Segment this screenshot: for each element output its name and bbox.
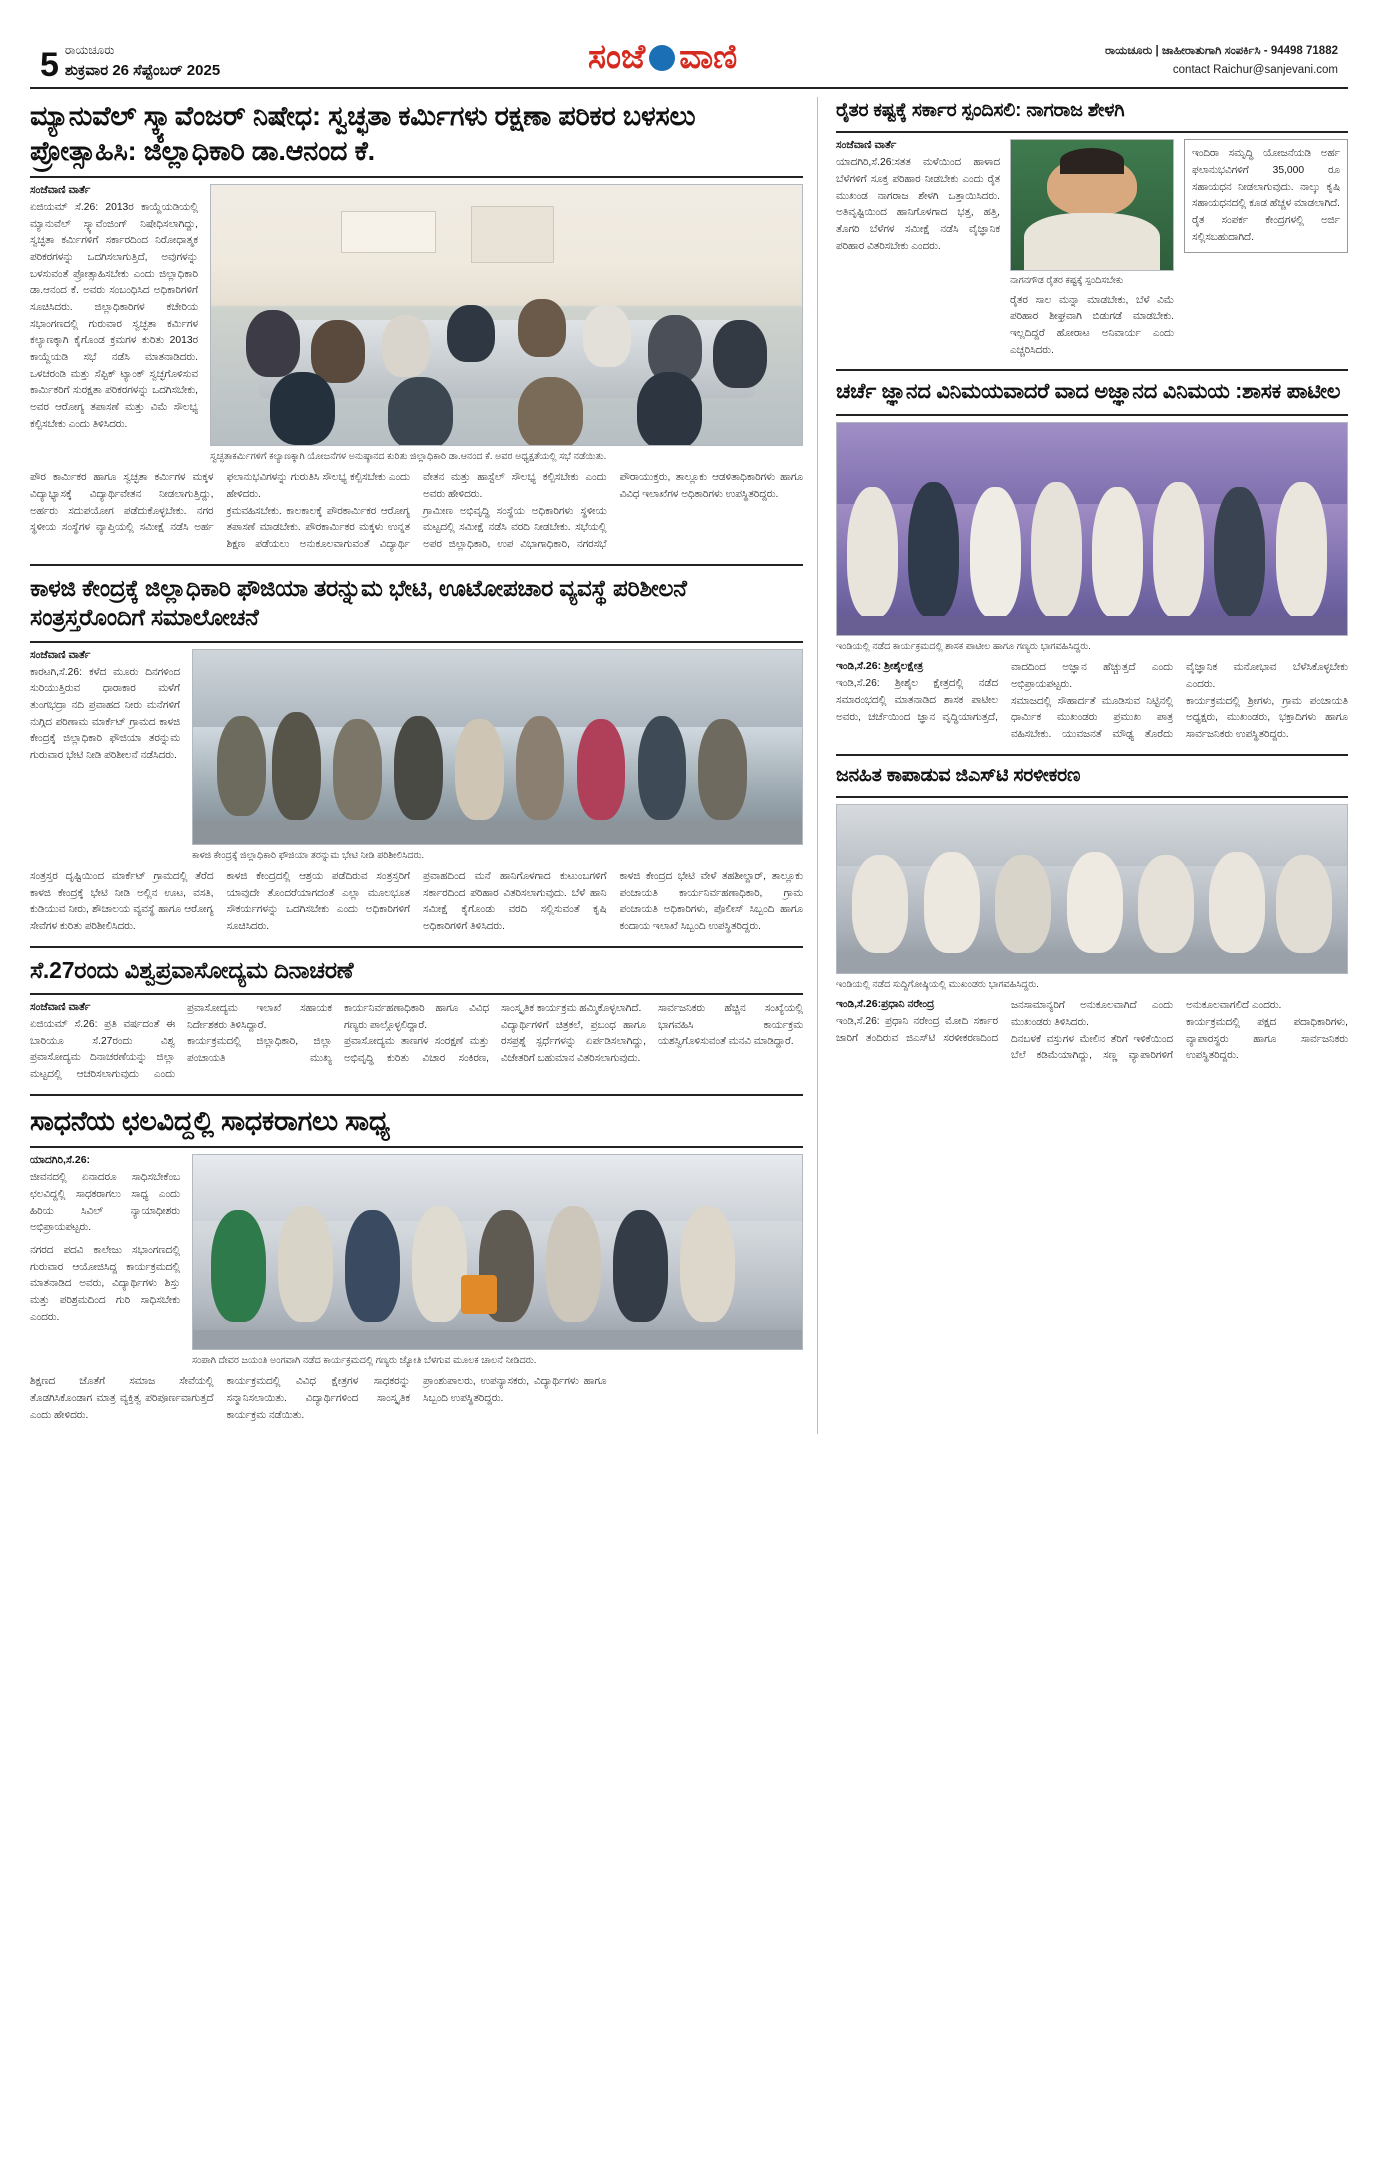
masthead-left: [40, 43, 221, 84]
body-col-1: ಜೀವನದಲ್ಲಿ ಏನಾದರೂ ಸಾಧಿಸಬೇಕೆಂಬ ಛಲವಿದ್ದಲ್ಲಿ ಸಾಧಕರಾಗಲು ಸಾಧ್ಯ ಎಂದು ಹಿರಿಯ ಸಿವಿಲ್ ನ್ಯಾಯಾಧೀಶರು ಅಭಿಪ್ರಾಯಪಟ್ಟರು.: [30, 1172, 180, 1234]
body-col-2: ದಿನಬಳಕೆ ವಸ್ತುಗಳ ಮೇಲಿನ ತೆರಿಗೆ ಇಳಿಕೆಯಿಂದ ಬೆಲೆ ಕಡಿಮೆಯಾಗಿದ್ದು, ಸಣ್ಣ ವ್ಯಾಪಾರಿಗಳಿಗೆ ಅನುಕೂಲವಾಗಲಿದೆ ಎಂದರು.: [1011, 1000, 1282, 1062]
body-col-4: ಗ್ರಾಮೀಣ ಅಭಿವೃದ್ಧಿ ಸಂಸ್ಥೆಯ ಅಧಿಕಾರಿಗಳು ಸ್ಥಳೀಯ ಮಟ್ಟದಲ್ಲಿ ಸಮೀಕ್ಷೆ ನಡೆಸಿ ವರದಿ ನೀಡಬೇಕು. ಸಭೆಯಲ್ಲಿ ಅಪರ ಜಿಲ್ಲಾಧಿಕಾರಿ, ಉಪ ವಿಭಾಗಾಧಿಕಾರಿ, ನಗರಸಭೆ ಪೌರಾಯುಕ್ತರು, ತಾಲ್ಲೂಕು ಆಡಳಿತಾಧಿಕಾರಿಗಳು ಹಾಗೂ ವಿವಿಧ ಇಲಾಖೆಗಳ ಅಧಿಕಾರಿಗಳು ಉಪಸ್ಥಿತರಿದ್ದರು.: [423, 472, 803, 551]
body-col-3: ಕಾರ್ಯಕ್ರಮದಲ್ಲಿ ಪಕ್ಷದ ಪದಾಧಿಕಾರಿಗಳು, ವ್ಯಾಪಾರಸ್ಥರು ಹಾಗೂ ಸಾರ್ವಜನಿಕರು ಉಪಸ್ಥಿತರಿದ್ದರು.: [1186, 1016, 1348, 1062]
byline: ಯಾದಗಿರಿ,ಸೆ.26:: [30, 1154, 91, 1167]
article-kalaja-kendra: [30, 574, 803, 936]
body-col-2: ರೈತರ ಸಾಲ ಮನ್ನಾ ಮಾಡಬೇಕು, ಬೆಳೆ ವಿಮೆ ಪರಿಹಾರ ಶೀಘ್ರವಾಗಿ ಬಿಡುಗಡೆ ಮಾಡಬೇಕು. ಇಲ್ಲದಿದ್ದರೆ ಹೋರಾಟ ಅನಿವಾರ್ಯ ಎಂದು ಎಚ್ಚರಿಸಿದರು.: [1010, 294, 1174, 356]
masthead-date: ಶುಕ್ರವಾರ 26 ಸೆಪ್ಟೆಂಬರ್ 2025: [64, 62, 221, 79]
photo-caption: ಇಂಡಿಯಲ್ಲಿ ನಡೆದ ಕಾರ್ಯಕ್ರಮದಲ್ಲಿ ಶಾಸಕ ಪಾಟೀಲ ಹಾಗೂ ಗಣ್ಯರು ಭಾಗವಹಿಸಿದ್ದರು.: [836, 641, 1091, 653]
body-col-2: ಪೌರ ಕಾರ್ಮಿಕರ ಹಾಗೂ ಸ್ವಚ್ಛತಾ ಕರ್ಮಿಗಳ ಮಕ್ಕಳ ವಿದ್ಯಾಭ್ಯಾಸಕ್ಕೆ ವಿದ್ಯಾರ್ಥಿವೇತನ ನೀಡಲಾಗುತ್ತಿದ್ದು, ಅರ್ಹರು ಸದುಪಯೋಗ ಪಡೆದುಕೊಳ್ಳಬೇಕು. ನಗರ ಸ್ಥಳೀಯ ಸಂಸ್ಥೆಗಳ ವ್ಯಾಪ್ತಿಯಲ್ಲಿ ಸಮೀಕ್ಷೆ ನಡೆಸಿ ಅರ್ಹ ಫಲಾನುಭವಿಗಳನ್ನು ಗುರುತಿಸಿ ಸೌಲಭ್ಯ ಕಲ್ಪಿಸಬೇಕು ಎಂದು ಹೇಳಿದರು.: [30, 472, 410, 534]
right-column: [834, 97, 1348, 1434]
article-photo-felicitation: [836, 422, 1348, 636]
body-col-3: ಕ್ರಮವಹಿಸಬೇಕು. ಕಾಲಕಾಲಕ್ಕೆ ಪೌರಕಾರ್ಮಿಕರ ಆರೋಗ್ಯ ತಪಾಸಣೆ ಮಾಡಬೇಕು. ಪೌರಕಾರ್ಮಿಕರ ಮಕ್ಕಳು ಉನ್ನತ ಶಿಕ್ಷಣ ಪಡೆಯಲು ಅನುಕೂಲವಾಗುವಂತೆ ವಿದ್ಯಾರ್ಥಿ ವೇತನ ಮತ್ತು ಹಾಸ್ಟೆಲ್ ಸೌಲಭ್ಯ ಕಲ್ಪಿಸಬೇಕು ಎಂದು ಅವರು ಹೇಳಿದರು.: [226, 472, 607, 551]
body-col-1b: ನಗರದ ಪದವಿ ಕಾಲೇಜು ಸಭಾಂಗಣದಲ್ಲಿ ಗುರುವಾರ ಆಯೋಜಿಸಿದ್ದ ಕಾರ್ಯಕ್ರಮದಲ್ಲಿ ಮಾತನಾಡಿದ ಅವರು, ವಿದ್ಯಾರ್ಥಿಗಳು ಶಿಸ್ತು ಮತ್ತು ಪರಿಶ್ರಮದಿಂದ ಗುರಿ ಸಾಧಿಸಬೇಕು ಎಂದರು.: [30, 1244, 180, 1323]
photo-caption: ಸ್ವಚ್ಛತಾಕರ್ಮಿಗಳಿಗೆ ಕಲ್ಯಾಣಕ್ಕಾಗಿ ಯೋಜನೆಗಳ ಅನುಷ್ಠಾನದ ಕುರಿತು ಜಿಲ್ಲಾಧಿಕಾರಿ ಡಾ.ಆನಂದ ಕೆ. ಅವರ ಅಧ್ಯಕ್ಷತೆಯಲ್ಲಿ ಸಭೆ ನಡೆಯಿತು.: [210, 451, 607, 463]
logo-text-left: ಸಂಜೆ: [587, 38, 646, 76]
left-column: [30, 97, 818, 1434]
body-col-1: ಕಾರಟಗಿ,ಸೆ.26: ಕಳೆದ ಮೂರು ದಿನಗಳಿಂದ ಸುರಿಯುತ್ತಿರುವ ಧಾರಾಕಾರ ಮಳೆಗೆ ತುಂಗಭದ್ರಾ ನದಿ ಪ್ರವಾಹದ ನೀರು ಮನೆಗಳಿಗೆ ನುಗ್ಗಿದ ಪರಿಣಾಮ ಮಾರ್ಕೆಟ್ ಗ್ರಾಮದ ಕಾಳಜಿ ಕೇಂದ್ರಕ್ಕೆ ಜಿಲ್ಲಾಧಿಕಾರಿ ಫೌಜಿಯಾ ತರನ್ನುಮ ಗುರುವಾರ ಭೇಟಿ ನೀಡಿ ಪರಿಶೀಲನೆ ನಡೆಸಿದರು.: [30, 666, 180, 761]
article-sadhane: [30, 1104, 803, 1425]
body-col-3: ಕಾಳಜಿ ಕೇಂದ್ರದಲ್ಲಿ ಆಶ್ರಯ ಪಡೆದಿರುವ ಸಂತ್ರಸ್ತರಿಗೆ ಯಾವುದೇ ತೊಂದರೆಯಾಗದಂತೆ ಎಲ್ಲಾ ಮೂಲಭೂತ ಸೌಕರ್ಯಗಳನ್ನು ಒದಗಿಸಬೇಕು ಎಂದು ಅಧಿಕಾರಿಗಳಿಗೆ ಸೂಚಿಸಿದರು.: [226, 870, 410, 932]
article-raitara-kashta: [836, 99, 1348, 359]
body-col-2: ಸಮಾಜದಲ್ಲಿ ಸೌಹಾರ್ದತೆ ಮೂಡಿಸುವ ನಿಟ್ಟಿನಲ್ಲಿ ಧಾರ್ಮಿಕ ಮುಖಂಡರು ಪ್ರಮುಖ ಪಾತ್ರ ವಹಿಸಬೇಕು. ಯುವಜನತೆ ಮೌಢ್ಯ ತೊರೆದು ವೈಜ್ಞಾನಿಕ ಮನೋಭಾವ ಬೆಳೆಸಿಕೊಳ್ಳಬೇಕು ಎಂದರು.: [1011, 662, 1348, 741]
page-content: [30, 89, 1348, 1434]
body-col-1: ಏಜಿಯಮ್ ಸೆ.26: ಪ್ರತಿ ವರ್ಷದಂತೆ ಈ ಬಾರಿಯೂ ಸೆ.27ರಂದು ವಿಶ್ವ ಪ್ರವಾಸೋದ್ಯಮ ದಿನಾಚರಣೆಯನ್ನು ಜಿಲ್ಲಾ ಮಟ್ಟದಲ್ಲಿ ಆಚರಿಸಲಾಗುವುದು ಎಂದು ಪ್ರವಾಸೋದ್ಯಮ ಇಲಾಖೆ ಸಹಾಯಕ ನಿರ್ದೇಶಕರು ತಿಳಿಸಿದ್ದಾರೆ.: [30, 1002, 332, 1080]
article-photo-lamp-lighting: [192, 1154, 803, 1350]
body-col-4: ವಿದ್ಯಾರ್ಥಿಗಳಿಗೆ ಚಿತ್ರಕಲೆ, ಪ್ರಬಂಧ ಹಾಗೂ ರಸಪ್ರಶ್ನೆ ಸ್ಪರ್ಧೆಗಳನ್ನು ಏರ್ಪಡಿಸಲಾಗಿದ್ದು, ವಿಜೇತರಿಗೆ ಬಹುಮಾನ ವಿತರಿಸಲಾಗುವುದು.: [501, 1019, 646, 1064]
publication-logo: [588, 38, 737, 77]
article-photo-press-meet: [836, 804, 1348, 974]
photo-caption: ನಾಗನಗೌಡ ರೈತರ ಕಷ್ಟಕ್ಕೆ ಸ್ಪಂದಿಸಬೇಕು: [1010, 275, 1124, 287]
article-manual-scavenger: [30, 99, 803, 554]
article-photo-relief-camp: [192, 649, 803, 845]
logo-globe-icon: [649, 45, 675, 71]
photo-caption: ಸಂಪಾಗಿ ದೇವರ ಜಯಂತಿ ಅಂಗವಾಗಿ ನಡೆದ ಕಾರ್ಯಕ್ರಮದಲ್ಲಿ ಗಣ್ಯರು ಜ್ಯೋತಿ ಬೆಳಗುವ ಮೂಲಕ ಚಾಲನೆ ನೀಡಿದರು.: [192, 1355, 537, 1367]
headline: ರೈತರ ಕಷ್ಟಕ್ಕೆ ಸರ್ಕಾರ ಸ್ಪಂದಿಸಲಿ: ನಾಗರಾಜ ಶೇಳಗಿ: [836, 100, 1125, 121]
logo-text-right: ವಾಣಿ: [679, 38, 738, 76]
body-col-4: ಪ್ರವಾಹದಿಂದ ಮನೆ ಹಾನಿಗೊಳಗಾದ ಕುಟುಂಬಗಳಿಗೆ ಸರ್ಕಾರದಿಂದ ಪರಿಹಾರ ವಿತರಿಸಲಾಗುವುದು. ಬೆಳೆ ಹಾನಿ ಸಮೀಕ್ಷೆ ಕೈಗೊಂಡು ವರದಿ ಸಲ್ಲಿಸುವಂತೆ ಕೃಷಿ ಅಧಿಕಾರಿಗಳಿಗೆ ತಿಳಿಸಿದರು.: [423, 870, 607, 932]
body-col-4: ಕಾರ್ಯಕ್ರಮದಲ್ಲಿ ವಿವಿಧ ಕ್ಷೇತ್ರಗಳ ಸಾಧಕರನ್ನು ಸನ್ಮಾನಿಸಲಾಯಿತು. ವಿದ್ಯಾರ್ಥಿಗಳಿಂದ ಸಾಂಸ್ಕೃತಿಕ ಕಾರ್ಯಕ್ರಮ ನಡೆಯಿತು.: [226, 1376, 410, 1421]
byline: ಇಂಡಿ,ಸೆ.26: ಶ್ರೀಶೈಲಕ್ಷೇತ್ರ: [836, 660, 924, 673]
body-col-5: ಕಾಳಜಿ ಕೇಂದ್ರದ ಭೇಟಿ ವೇಳೆ ತಹಶೀಲ್ದಾರ್, ತಾಲ್ಲೂಕು ಪಂಚಾಯತಿ ಕಾರ್ಯನಿರ್ವಹಣಾಧಿಕಾರಿ, ಗ್ರಾಮ ಪಂಚಾಯತಿ ಅಧಿಕಾರಿಗಳು, ಪೊಲೀಸ್ ಸಿಬ್ಬಂದಿ ಹಾಗೂ ಕಂದಾಯ ಇಲಾಖೆ ಸಿಬ್ಬಂದಿ ಉಪಸ್ಥಿತರಿದ್ದರು.: [619, 870, 803, 932]
article-photo-portrait: [1010, 139, 1174, 271]
body-col-1: ಇಂಡಿ,ಸೆ.26: ಶ್ರೀಶೈಲ ಕ್ಷೇತ್ರದಲ್ಲಿ ನಡೆದ ಸಮಾರಂಭದಲ್ಲಿ ಮಾತನಾಡಿದ ಶಾಸಕ ಪಾಟೀಲ ಅವರು, ಚರ್ಚೆಯಿಂದ ಜ್ಞಾನ ವೃದ್ಧಿಯಾಗುತ್ತದೆ, ವಾದದಿಂದ ಅಜ್ಞಾನ ಹೆಚ್ಚುತ್ತದೆ ಎಂದು ಅಭಿಪ್ರಾಯಪಟ್ಟರು.: [836, 662, 1173, 723]
headline: ಸೆ.27ರಂದು ವಿಶ್ವಪ್ರವಾಸೋದ್ಯಮ ದಿನಾಚರಣೆ: [30, 956, 354, 983]
body-col-3: ಕಾರ್ಯಕ್ರಮದಲ್ಲಿ ಶ್ರೀಗಳು, ಗ್ರಾಮ ಪಂಚಾಯತಿ ಅಧ್ಯಕ್ಷರು, ಮುಖಂಡರು, ಭಕ್ತಾದಿಗಳು ಹಾಗೂ ಸಾರ್ವಜನಿಕರು ಉಪಸ್ಥಿತರಿದ್ದರು.: [1186, 695, 1348, 741]
masthead-contact: [1105, 42, 1338, 79]
contact-email: contact Raichur@sanjevani.com: [1172, 63, 1338, 76]
body-col-3: ಶಿಕ್ಷಣದ ಜೊತೆಗೆ ಸಮಾಜ ಸೇವೆಯಲ್ಲಿ ತೊಡಗಿಸಿಕೊಂಡಾಗ ಮಾತ್ರ ವ್ಯಕ್ತಿತ್ವ ಪರಿಪೂರ್ಣವಾಗುತ್ತದೆ ಎಂದು ಹೇಳಿದರು.: [30, 1376, 214, 1421]
photo-caption: ಇಂಡಿಯಲ್ಲಿ ನಡೆದ ಸುದ್ದಿಗೋಷ್ಠಿಯಲ್ಲಿ ಮುಖಂಡರು ಭಾಗವಹಿಸಿದ್ದರು.: [836, 979, 1039, 991]
headline: ಜನಹಿತ ಕಾಪಾಡುವ ಜಿಎಸ್‌ಟಿ ಸರಳೀಕರಣ: [836, 764, 1081, 786]
byline: ಸಂಜೆವಾಣಿ ವಾರ್ತೆ: [30, 184, 91, 197]
headline: ಕಾಳಜಿ ಕೇಂದ್ರಕ್ಕೆ ಜಿಲ್ಲಾಧಿಕಾರಿ ಫೌಜಿಯಾ ತರನ್ನುಮ ಭೇಟಿ, ಊಟೋಪಚಾರ ವ್ಯವಸ್ಥೆ ಪರಿಶೀಲನೆ ಸಂತ್ರಸ್ತರೊಂದಿಗೆ ಸಮಾಲೋಚನೆ: [30, 574, 687, 631]
body-col-1: ಯಾದಗಿರಿ,ಸೆ.26:ಸತತ ಮಳೆಯಿಂದ ಹಾಳಾದ ಬೆಳೆಗಳಿಗೆ ಸೂಕ್ತ ಪರಿಹಾರ ನೀಡಬೇಕು ಎಂದು ರೈತ ಮುಖಂಡ ನಾಗರಾಜ ಶೇಳಗಿ ಒತ್ತಾಯಿಸಿದರು. ಅತಿವೃಷ್ಟಿಯಿಂದ ಹಾನಿಗೊಳಗಾದ ಭತ್ತ, ಹತ್ತಿ, ತೊಗರಿ ಬೆಳೆಗಳ ಸಮೀಕ್ಷೆ ನಡೆಸಿ ವೈಜ್ಞಾನಿಕ ಪರಿಹಾರ ವಿತರಿಸಬೇಕು ಎಂದರು.: [836, 157, 1000, 252]
photo-caption: ಕಾಳಜಿ ಕೇಂದ್ರಕ್ಕೆ ಜಿಲ್ಲಾಧಿಕಾರಿ ಫೌಜಿಯಾ ತರನ್ನುಮ ಭೇಟಿ ನೀಡಿ ಪರಿಶೀಲಿಸಿದರು.: [192, 849, 425, 861]
article-tourism-day: [30, 956, 803, 1084]
headline: ಚರ್ಚೆ ಜ್ಞಾನದ ವಿನಿಮಯವಾದರೆ ವಾದ ಅಜ್ಞಾನದ ವಿನಿಮಯ :ಶಾಸಕ ಪಾಟೀಲ: [836, 380, 1341, 404]
byline: ಸಂಜೆವಾಣಿ ವಾರ್ತೆ: [30, 648, 91, 661]
byline: ಸಂಜೆವಾಣಿ ವಾರ್ತೆ: [836, 139, 897, 152]
sidebar-box: ಇಂದಿರಾ ಸಮೃದ್ಧಿ ಯೋಜನೆಯಡಿ ಅರ್ಹ ಫಲಾನುಭವಿಗಳಿಗೆ 35,000 ರೂ ಸಹಾಯಧನ ನೀಡಲಾಗುವುದು. ನಾಲ್ಕು ಕೃಷಿ ಸಹಾಯಧನದಲ್ಲಿ ಕೂಡ ಹೆಚ್ಚಳ ಮಾಡಲಾಗಿದೆ. ರೈತ ಸಂಪರ್ಕ ಕೇಂದ್ರಗಳಲ್ಲಿ ಅರ್ಜಿ ಸಲ್ಲಿಸಬಹುದಾಗಿದೆ.: [1184, 139, 1348, 253]
headline: ಮ್ಯಾನುವೆಲ್ ಸ್ಕ್ಯಾವೆಂಜರ್ ನಿಷೇಧ: ಸ್ವಚ್ಛತಾ ಕರ್ಮಿಗಳು ರಕ್ಷಣಾ ಪರಿಕರ ಬಳಸಲು ಪ್ರೋತ್ಸಾಹಿಸಿ: ಜಿಲ್ಲಾಧಿಕಾರಿ ಡಾ.ಆನಂದ ಕೆ.: [30, 101, 696, 166]
body-col-3: ಪ್ರವಾಸೋದ್ಯಮ ತಾಣಗಳ ಸಂರಕ್ಷಣೆ ಮತ್ತು ಅಭಿವೃದ್ಧಿ ಕುರಿತು ವಿಚಾರ ಸಂಕಿರಣ, ಸಾಂಸ್ಕೃತಿಕ ಕಾರ್ಯಕ್ರಮ ಹಮ್ಮಿಕೊಳ್ಳಲಾಗಿದೆ.: [344, 1002, 642, 1064]
masthead: [30, 0, 1348, 89]
byline: ಇಂಡಿ,ಸೆ.26:ಪ್ರಧಾನಿ ನರೇಂದ್ರ: [836, 998, 935, 1011]
body-col-2: ಕಾರ್ಯಕ್ರಮದಲ್ಲಿ ಜಿಲ್ಲಾಧಿಕಾರಿ, ಜಿಲ್ಲಾ ಪಂಚಾಯತಿ ಮುಖ್ಯ ಕಾರ್ಯನಿರ್ವಹಣಾಧಿಕಾರಿ ಹಾಗೂ ವಿವಿಧ ಗಣ್ಯರು ಪಾಲ್ಗೊಳ್ಳಲಿದ್ದಾರೆ.: [187, 1002, 489, 1064]
contact-phone: ರಾಯಚೂರು | ಜಾಹೀರಾತುಗಾಗಿ ಸಂಪರ್ಕಿಸಿ - 94498 71882: [1104, 45, 1338, 58]
article-janahita: [836, 764, 1348, 1065]
page-number: 5: [40, 45, 59, 84]
masthead-city: ರಾಯಚೂರು: [64, 43, 115, 57]
byline: ಸಂಜೆವಾಣಿ ವಾರ್ತೆ: [30, 1000, 91, 1013]
article-charche: [836, 379, 1348, 743]
headline: ಸಾಧನೆಯ ಛಲವಿದ್ದಲ್ಲಿ ಸಾಧಕರಾಗಲು ಸಾಧ್ಯ: [30, 1105, 390, 1136]
body-col-1: ಏಜಿಯಮ್ ಸೆ.26: 2013ರ ಕಾಯ್ದೆಯಡಿಯಲ್ಲಿ ಮ್ಯಾನುವೆಲ್ ಸ್ಕ್ಯಾವೆಂಜಿಂಗ್ ನಿಷೇಧಿಸಲಾಗಿದ್ದು, ಸ್ವಚ್ಛತಾ ಕರ್ಮಿಗಳಿಗೆ ಸರ್ಕಾರದಿಂದ ನಿರೋಧಾತ್ಮಕ ಪರಿಕರಗಳನ್ನು ಒದಗಿಸಲಾಗುತ್ತಿದೆ, ಅವುಗಳನ್ನು ಬಳಸುವಂತೆ ಪ್ರೋತ್ಸಾಹಿಸಬೇಕು ಎಂದು ಜಿಲ್ಲಾಧಿಕಾರಿ ಡಾ.ಆನಂದ ಕೆ. ಅವರು ಸಂಬಂಧಿಸಿದ ಅಧಿಕಾರಿಗಳಿಗೆ ಸೂಚಿಸಿದರು. ಜಿಲ್ಲಾಧಿಕಾರಿಗಳ ಕಚೇರಿಯ ಸಭಾಂಗಣದಲ್ಲಿ ಗುರುವಾರ ಸ್ವಚ್ಛತಾ ಕರ್ಮಿಗಳ ಕಲ್ಯಾಣಕ್ಕಾಗಿ ಕೈಗೊಂಡ ಕ್ರಮಗಳ ಕುರಿತು 2013ರ ಕಾಯ್ದೆಯಡಿ ಸಭೆ ನಡೆಸಿ ಮಾತನಾಡಿದರು. ಒಳಚರಂಡಿ ಮತ್ತು ಸೆಪ್ಟಿಕ್ ಟ್ಯಾಂಕ್ ಸ್ವಚ್ಛಗೊಳಿಸುವ ಕಾರ್ಮಿಕರಿಗೆ ಸುರಕ್ಷತಾ ಪರಿಕರಗಳನ್ನು ಒದಗಿಸಬೇಕು, ಅವರ ಆರೋಗ್ಯ ತಪಾಸಣೆ ಮತ್ತು ವಿಮೆ ಸೌಲಭ್ಯ ಕಲ್ಪಿಸಬೇಕು ಎಂದು ತಿಳಿಸಿದರು.: [30, 202, 198, 430]
article-lead: [30, 184, 803, 464]
body-col-1: ಇಂಡಿ,ಸೆ.26: ಪ್ರಧಾನಿ ನರೇಂದ್ರ ಮೋದಿ ಸರ್ಕಾರ ಜಾರಿಗೆ ತಂದಿರುವ ಜಿಎಸ್‌ಟಿ ಸರಳೀಕರಣದಿಂದ ಜನಸಾಮಾನ್ಯರಿಗೆ ಅನುಕೂಲವಾಗಿದೆ ಎಂದು ಮುಖಂಡರು ತಿಳಿಸಿದರು.: [836, 1000, 1173, 1044]
article-photo-meeting: [210, 184, 803, 446]
body-col-2: ಸಂತ್ರಸ್ತರ ದೃಷ್ಟಿಯಿಂದ ಮಾರ್ಕೆಟ್ ಗ್ರಾಮದಲ್ಲಿ ತೆರೆದ ಕಾಳಜಿ ಕೇಂದ್ರಕ್ಕೆ ಭೇಟಿ ನೀಡಿ ಅಲ್ಲಿನ ಊಟ, ವಸತಿ, ಕುಡಿಯುವ ನೀರು, ಶೌಚಾಲಯ ವ್ಯವಸ್ಥೆ ಹಾಗೂ ಆರೋಗ್ಯ ಸೇವೆಗಳ ಕುರಿತು ಪರಿಶೀಲಿಸಿದರು.: [30, 870, 214, 932]
body-col-5: ಸಾರ್ವಜನಿಕರು ಹೆಚ್ಚಿನ ಸಂಖ್ಯೆಯಲ್ಲಿ ಭಾಗವಹಿಸಿ ಕಾರ್ಯಕ್ರಮ ಯಶಸ್ವಿಗೊಳಿಸುವಂತೆ ಮನವಿ ಮಾಡಿದ್ದಾರೆ.: [658, 1002, 803, 1048]
body-col-5: ಪ್ರಾಂಶುಪಾಲರು, ಉಪನ್ಯಾಸಕರು, ವಿದ್ಯಾರ್ಥಿಗಳು ಹಾಗೂ ಸಿಬ್ಬಂದಿ ಉಪಸ್ಥಿತರಿದ್ದರು.: [423, 1376, 607, 1405]
